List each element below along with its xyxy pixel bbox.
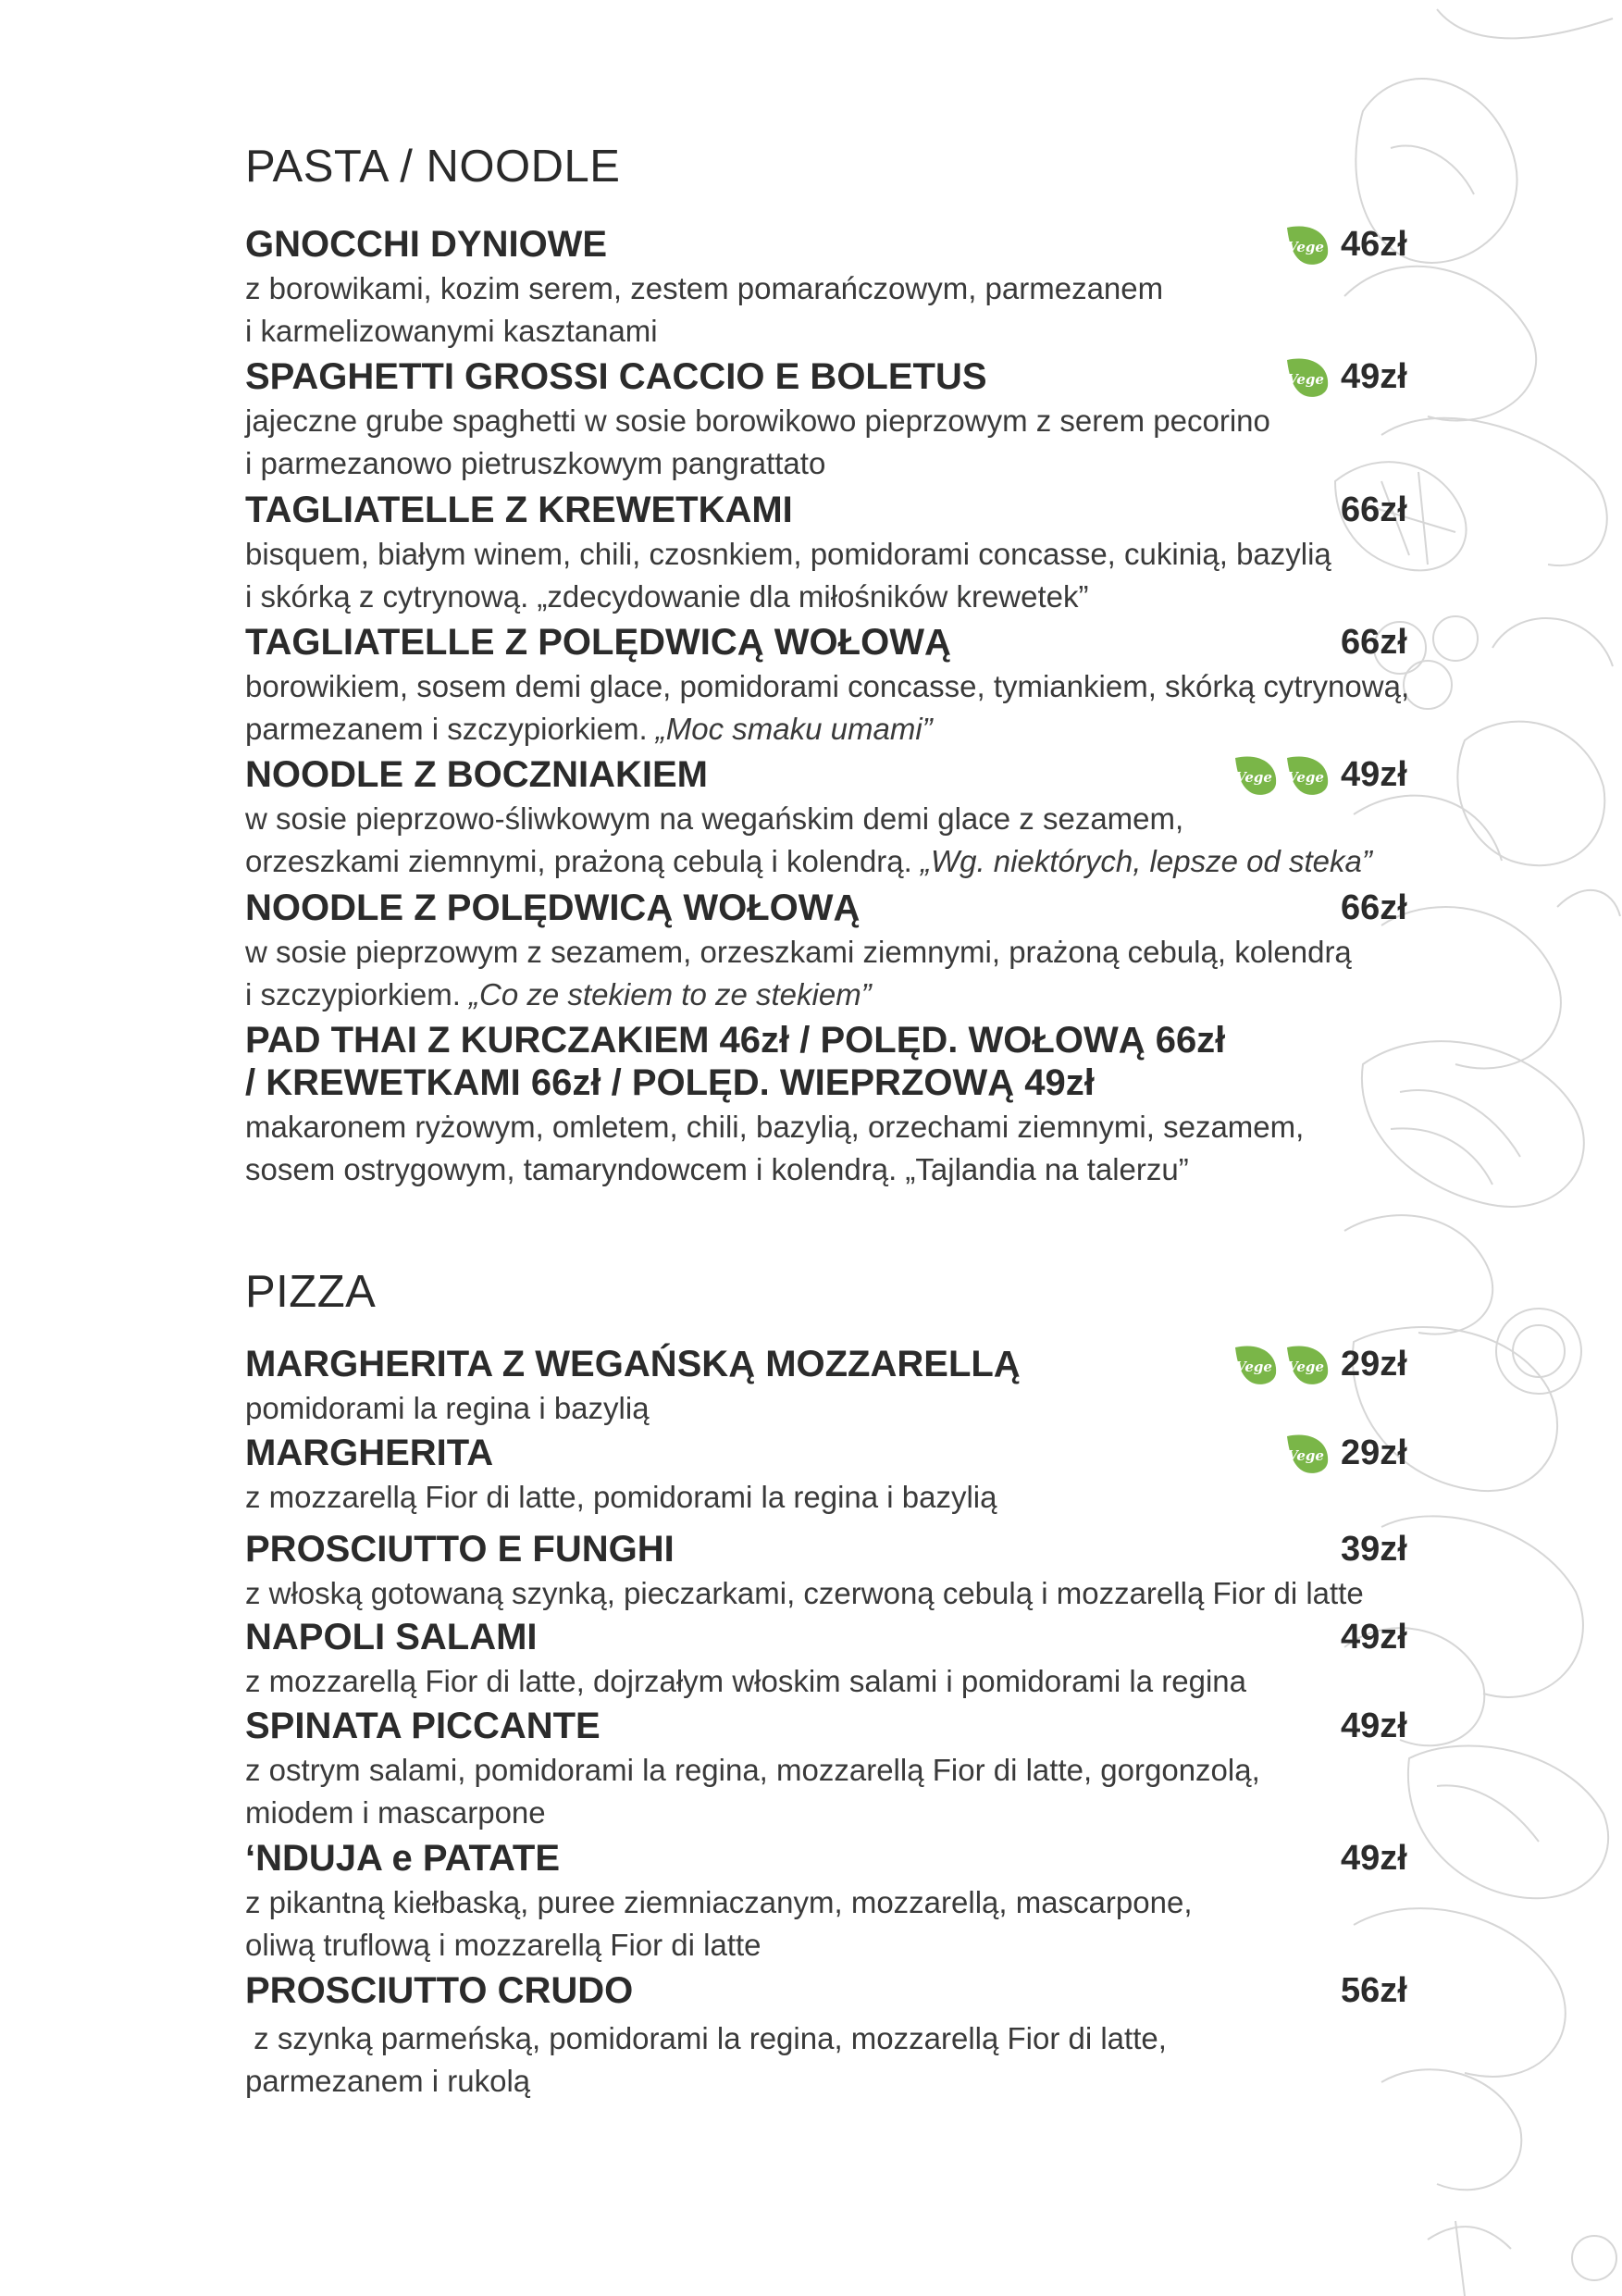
item-description (245, 839, 1372, 884)
vege-leaf-icon (1232, 1340, 1280, 1388)
item-description: z mozzarellą Fior di latte, dojrzałym włoskim salami i pomidorami la regina (245, 1664, 1247, 1698)
vege-leaf-icon (1283, 1429, 1331, 1477)
vege-badges (1232, 751, 1331, 799)
item-description: z szynką parmeńską, pomidorami la regina, mozzarellą Fior di latte, (245, 2021, 1167, 2055)
desc-text: i szczypiorkiem. (245, 977, 470, 1011)
item-description: jajeczne grube spaghetti w sosie borowikowo pieprzowym z serem pecorino (245, 403, 1270, 438)
desc-quote: „Moc smaku umami” (655, 712, 933, 746)
item-name: NAPOLI SALAMI (245, 1617, 538, 1657)
item-description: z włoską gotowaną szynką, pieczarkami, czerwoną cebulą i mozzarellą Fior di latte (245, 1576, 1364, 1610)
vege-leaf-icon (1283, 1340, 1331, 1388)
item-description: borowikiem, sosem demi glace, pomidorami concasse, tymiankiem, skórką cytrynową, (245, 669, 1410, 703)
section-title-pasta: PASTA / NOODLE (245, 142, 621, 192)
vege-leaf-icon (1283, 751, 1331, 799)
item-description (245, 973, 872, 1017)
item-price: 66zł (1341, 888, 1407, 927)
svg-text:Vege: Vege (1235, 769, 1272, 786)
item-price: 39zł (1341, 1530, 1407, 1569)
item-description: sosem ostrygowym, tamaryndowcem i kolendrą. „Tajlandia na talerzu” (245, 1152, 1189, 1186)
item-name: NOODLE Z POLĘDWICĄ WOŁOWĄ (245, 887, 861, 928)
svg-text:Vege: Vege (1287, 1359, 1324, 1375)
vege-badges (1283, 1429, 1331, 1477)
vege-leaf-icon (1232, 751, 1280, 799)
svg-text:Vege: Vege (1235, 1359, 1272, 1375)
item-description: w sosie pieprzowym z sezamem, orzeszkami ziemnymi, prażoną cebulą, kolendrą (245, 935, 1352, 969)
item-name: TAGLIATELLE Z KREWETKAMI (245, 490, 793, 530)
item-name: SPAGHETTI GROSSI CACCIO E BOLETUS (245, 356, 987, 397)
item-name: GNOCCHI DYNIOWE (245, 224, 608, 265)
vege-leaf-icon (1283, 220, 1331, 268)
svg-text:Vege: Vege (1287, 239, 1324, 255)
item-price: 46zł (1341, 225, 1407, 264)
item-description: pomidorami la regina i bazylią (245, 1391, 650, 1425)
desc-text: parmezanem i szczypiorkiem. (245, 712, 656, 746)
item-name: PROSCIUTTO E FUNGHI (245, 1529, 675, 1570)
item-description: i karmelizowanymi kasztanami (245, 314, 658, 348)
svg-text:Vege: Vege (1287, 371, 1324, 388)
item-description: i parmezanowo pietruszkowym pangrattato (245, 446, 826, 480)
item-description: miodem i mascarpone (245, 1795, 546, 1830)
item-description (245, 707, 933, 751)
vege-badges (1283, 220, 1331, 268)
item-price: 49zł (1341, 1839, 1407, 1878)
item-description: z borowikami, kozim serem, zestem pomarańczowym, parmezanem (245, 271, 1164, 305)
item-description: w sosie pieprzowo-śliwkowym na wegańskim demi glace z sezamem, (245, 801, 1184, 836)
item-description: bisquem, białym winem, chili, czosnkiem, pomidorami concasse, cukinią, bazylią (245, 537, 1331, 571)
item-name: SPINATA PICCANTE (245, 1706, 601, 1746)
item-name: MARGHERITA Z WEGAŃSKĄ MOZZARELLĄ (245, 1344, 1021, 1384)
desc-text: orzeszkami ziemnymi, prażoną cebulą i kolendrą. (245, 844, 921, 878)
item-price: 66zł (1341, 490, 1407, 529)
vege-badges (1283, 353, 1331, 401)
item-description: parmezanem i rukolą (245, 2064, 531, 2098)
item-name: PROSCIUTTO CRUDO (245, 1970, 634, 2011)
item-name: / KREWETKAMI 66zł / POLĘD. WIEPRZOWĄ 49zł (245, 1062, 1095, 1103)
section-title-pizza: PIZZA (245, 1267, 377, 1317)
item-name: ‘NDUJA e PATATE (245, 1838, 561, 1879)
vege-leaf-icon (1283, 353, 1331, 401)
svg-text:Vege: Vege (1287, 769, 1324, 786)
item-price: 49zł (1341, 357, 1407, 396)
item-description: i skórką z cytrynową. „zdecydowanie dla miłośników krewetek” (245, 579, 1089, 614)
item-price: 49zł (1341, 1618, 1407, 1657)
botanical-sketch-decoration (1326, 0, 1622, 2296)
item-description: z pikantną kiełbaską, puree ziemniaczanym, mozzarellą, mascarpone, (245, 1885, 1193, 1919)
item-price: 56zł (1341, 1971, 1407, 2010)
svg-text:Vege: Vege (1287, 1447, 1324, 1464)
item-description: oliwą truflową i mozzarellą Fior di latte (245, 1928, 761, 1962)
item-description: z ostrym salami, pomidorami la regina, mozzarellą Fior di latte, gorgonzolą, (245, 1753, 1260, 1787)
item-name: TAGLIATELLE Z POLĘDWICĄ WOŁOWĄ (245, 622, 951, 663)
item-description: z mozzarellą Fior di latte, pomidorami la regina i bazylią (245, 1480, 997, 1514)
desc-quote: „Co ze stekiem to ze stekiem” (469, 977, 872, 1011)
item-price: 29zł (1341, 1433, 1407, 1472)
vege-badges (1232, 1340, 1331, 1388)
item-name: NOODLE Z BOCZNIAKIEM (245, 754, 708, 795)
item-name: PAD THAI Z KURCZAKIEM 46zł / POLĘD. WOŁOWĄ 66zł (245, 1020, 1226, 1061)
item-price: 29zł (1341, 1345, 1407, 1384)
item-description: makaronem ryżowym, omletem, chili, bazylią, orzechami ziemnymi, sezamem, (245, 1110, 1305, 1144)
desc-quote: „Wg. niektórych, lepsze od steka” (920, 844, 1372, 878)
item-name: MARGHERITA (245, 1433, 494, 1473)
item-price: 66zł (1341, 623, 1407, 662)
item-price: 49zł (1341, 1706, 1407, 1745)
item-price: 49zł (1341, 755, 1407, 794)
